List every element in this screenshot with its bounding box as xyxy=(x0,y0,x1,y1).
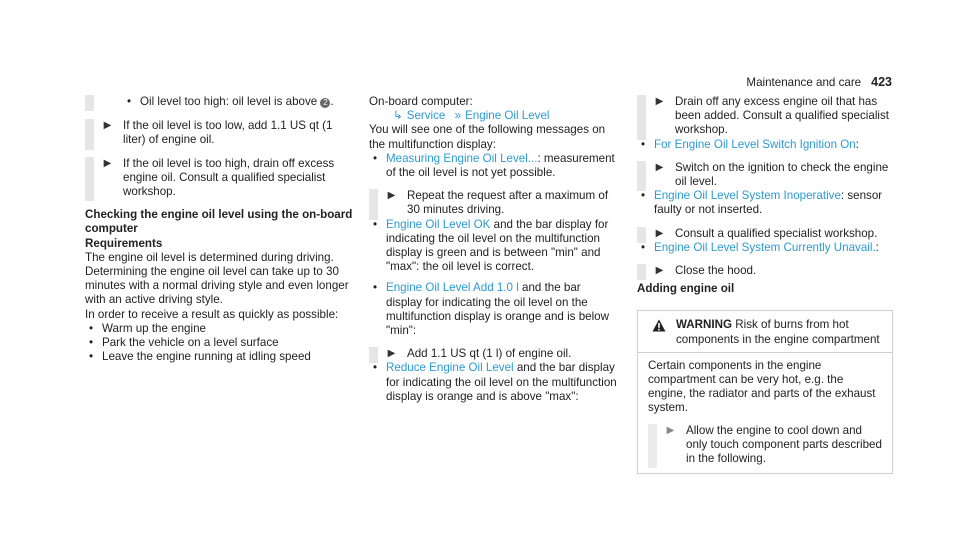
list-item: • Engine Oil Level System Inoperative: sensor faulty or not inserted. xyxy=(637,189,893,217)
step-arrow-icon: ▶ xyxy=(103,120,112,132)
display-message: Reduce Engine Oil Level xyxy=(386,361,514,375)
column-3 xyxy=(637,95,893,474)
step-text: Add 1.1 US qt (1 l) of engine oil. xyxy=(407,347,572,361)
list-item: • For Engine Oil Level Switch Ignition On: xyxy=(637,138,893,152)
list-item: • Park the vehicle on a level surface xyxy=(85,336,355,350)
step-text: If the oil level is too low, add 1.1 US qt (1 liter) of engine oil. xyxy=(123,119,333,147)
step-text: Repeat the request after a maximum of 30 minutes driving. xyxy=(407,189,609,217)
double-chevron-icon: » xyxy=(454,109,462,123)
display-message: Engine Oil Level System Inoperative xyxy=(654,189,841,203)
list-item: • Engine Oil Level Add 1.0 l and the bar display for indicating the oil level on the multifunction display is orange and is below "min": xyxy=(369,281,617,338)
paragraph: You will see one of the following messages on the multifunction display: xyxy=(369,123,606,151)
section-title: Maintenance and care xyxy=(746,76,862,89)
warning-header xyxy=(638,311,892,352)
step-arrow-icon: ▶ xyxy=(387,190,396,202)
instruction-step xyxy=(85,157,355,200)
bullet-block xyxy=(85,95,355,109)
step-bar xyxy=(85,95,94,111)
step-text: Allow the engine to cool down and only touch component parts described in the following. xyxy=(686,423,882,466)
warning-title: WARNING Risk of burns from hot components in the engine compartment xyxy=(676,318,880,346)
instruction-step xyxy=(637,95,893,138)
step-text: Close the hood. xyxy=(675,264,757,278)
list-item: • Leave the engine running at idling speed xyxy=(85,350,355,364)
list-item: • Measuring Engine Oil Level...: measurement of the oil level is not yet possible. xyxy=(369,152,617,180)
step-arrow-icon: ▶ xyxy=(655,161,664,173)
instruction-step xyxy=(637,161,893,189)
step-arrow-icon: ▶ xyxy=(103,157,112,169)
step-arrow-icon: ▶ xyxy=(666,424,675,436)
step-text: Consult a qualified specialist workshop. xyxy=(675,226,878,240)
list-item: • Engine Oil Level System Currently Unavail.: xyxy=(637,241,893,255)
onboard-label: On-board computer: xyxy=(369,95,473,108)
step-arrow-icon: ▶ xyxy=(655,96,664,107)
step-text: Drain off any excess engine oil that has been added. Consult a qualified specialist workshop. xyxy=(675,95,889,137)
column-2 xyxy=(369,95,617,404)
list-item: • Engine Oil Level OK and the bar display for indicating the oil level on the multifunction display is green and is between "min" and "max": the oil level is correct. xyxy=(369,218,617,275)
instruction-step xyxy=(369,347,617,361)
list-item: • Oil level too high: oil level is above 2 . xyxy=(123,95,355,109)
section-heading: Checking the engine oil level using the on-board computer xyxy=(85,208,353,236)
section-heading: Adding engine oil xyxy=(637,282,735,296)
nav-corner-arrow-icon: ↳ xyxy=(393,109,403,123)
warning-box xyxy=(637,310,893,474)
step-arrow-icon: ▶ xyxy=(655,227,664,239)
warning-triangle-icon xyxy=(652,319,666,332)
warning-body xyxy=(638,353,892,473)
page-number: 423 xyxy=(871,75,892,89)
menu-item-engine-oil-level: Engine Oil Level xyxy=(465,109,550,123)
requirements-heading: Requirements xyxy=(85,236,163,250)
instruction-step xyxy=(369,189,617,217)
step-text: If the oil level is too high, drain off excess engine oil. Consult a qualified specialist workshop. xyxy=(123,156,335,199)
display-message: Engine Oil Level System Currently Unavail. xyxy=(654,240,876,254)
instruction-step xyxy=(637,264,893,278)
instruction-step xyxy=(648,424,882,467)
display-message: Measuring Engine Oil Level... xyxy=(386,151,538,165)
column-1 xyxy=(85,95,355,364)
marker-2-icon: 2 xyxy=(320,98,330,108)
menu-path xyxy=(369,109,617,123)
warning-text: Certain components in the engine compartment can be very hot, e.g. the engine, the radiator and parts of the exhaust system. xyxy=(648,358,876,415)
instruction-step xyxy=(85,119,355,147)
list-item: • Warm up the engine xyxy=(85,322,355,336)
display-message: Engine Oil Level OK xyxy=(386,217,491,231)
list-item: • Reduce Engine Oil Level and the bar display for indicating the oil level on the multifunction display is orange and is above "max": xyxy=(369,361,617,404)
paragraph: In order to receive a result as quickly as possible: xyxy=(85,307,339,321)
instruction-step xyxy=(637,227,893,241)
warning-label: WARNING xyxy=(676,318,733,332)
paragraph: The engine oil level is determined during driving. Determining the engine oil level can take up to 30 minutes with a normal driving style and even longer with an active driving style. xyxy=(85,250,349,307)
step-text: Switch on the ignition to check the engine oil level. xyxy=(675,160,889,189)
display-message: Engine Oil Level Add 1.0 l xyxy=(386,281,519,295)
page-header xyxy=(746,75,892,90)
step-arrow-icon: ▶ xyxy=(387,348,396,360)
step-arrow-icon: ▶ xyxy=(655,265,664,277)
menu-item-service: Service xyxy=(406,109,446,123)
display-message: For Engine Oil Level Switch Ignition On xyxy=(654,137,856,151)
